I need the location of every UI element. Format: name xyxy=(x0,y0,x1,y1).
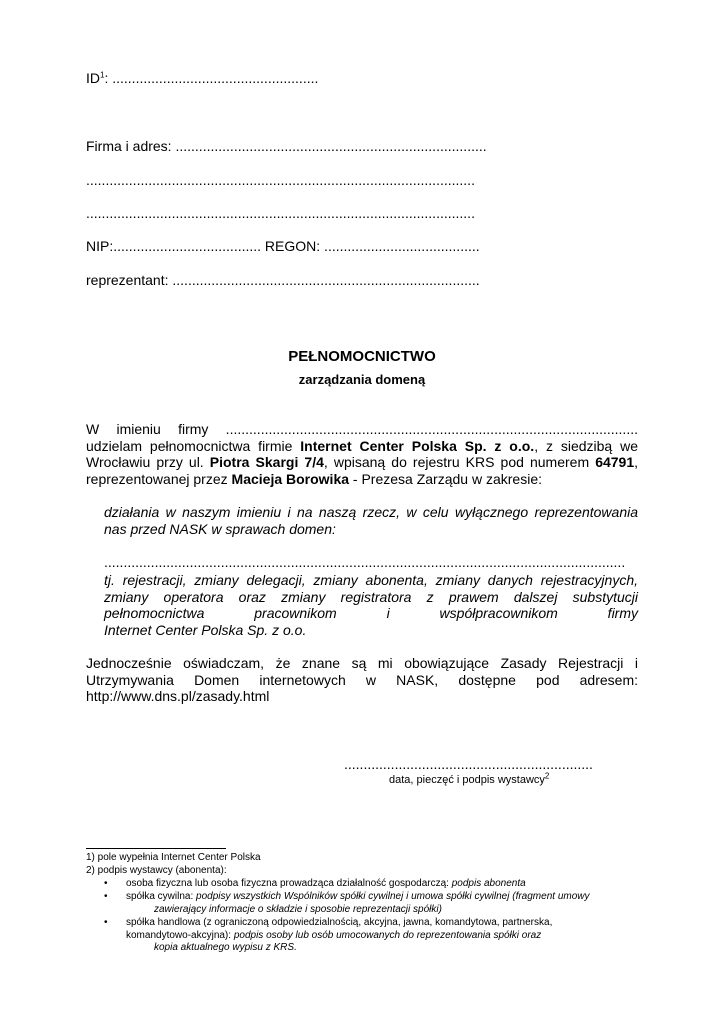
company-address-dots: ................................................................................ xyxy=(171,138,487,154)
paragraph1-line3 xyxy=(86,454,638,471)
declaration-paragraph xyxy=(86,655,638,705)
paragraph1-text: udzielam pełnomocnictwa firmie xyxy=(86,437,301,454)
footnote-item-1-emphasis: podpis abonenta xyxy=(451,878,526,889)
address-line-3: .................................................................................................... xyxy=(86,205,475,221)
representative-field xyxy=(86,272,480,288)
address-line-2: .................................................................................................... xyxy=(86,172,475,188)
authorization-paragraph xyxy=(86,421,638,487)
signature-footnote-ref: 2 xyxy=(544,771,550,781)
agent-representative: Macieja Borowika xyxy=(231,470,350,487)
scope-line1: działania w naszym imieniu i na naszą rzecz, w celu wyłącznego reprezentowania xyxy=(104,504,638,520)
nip-label: NIP: xyxy=(86,238,114,254)
footnote-bullet-2: • xyxy=(104,891,108,902)
paragraph1-line4 xyxy=(86,471,638,488)
scope-details-line1: tj. rejestracji, zmiany delegacji, zmiany abonenta, zmiany danych rejestracyjnych, xyxy=(104,572,638,588)
id-dots: : ..................................................... xyxy=(104,70,319,86)
company-address-field xyxy=(86,138,487,154)
scope-details-line4: Internet Center Polska Sp. z o.o. xyxy=(104,621,307,638)
scope-details-line2: zmiany operatora oraz zmiany registratora z prawem dalszej substytucji xyxy=(104,588,638,605)
representative-dots: ............................................................................... xyxy=(168,272,480,288)
id-footnote-ref: 1 xyxy=(100,70,105,80)
footnote-divider xyxy=(86,848,226,849)
paragraph1-intro: W imieniu firmy xyxy=(86,421,209,437)
document-subtitle: zarządzania domeną xyxy=(298,372,426,387)
footnote-1: 1) pole wypełnia Internet Center Polska xyxy=(86,852,261,863)
scope-line2: nas przed NASK w sprawach domen: xyxy=(104,520,336,537)
nip-regon-field xyxy=(86,238,480,254)
scope-details xyxy=(104,572,638,638)
footnote-item-3-text2: komandytowo-akcyjna): xyxy=(126,929,234,941)
paragraph1-text: reprezentowanej przez xyxy=(86,470,232,487)
paragraph1-line1 xyxy=(86,421,638,438)
paragraph1-line2 xyxy=(86,438,638,455)
scope-statement xyxy=(104,504,638,537)
nip-dots: ...................................... xyxy=(113,238,262,254)
scope-details-line3: pełnomocnictwa pracownikom i współpracownikom firmy xyxy=(104,605,638,621)
footnote-item-3-continuation: kopia aktualnego wypisu z KRS. xyxy=(154,942,297,953)
domain-list-dots: ...................................................................................................................................... xyxy=(104,554,626,570)
footnote-item-2 xyxy=(126,891,590,916)
signature-caption xyxy=(389,771,550,786)
footnote-item-3-emphasis: podpis osoby lub osób umocowanych do reprezentowania spółki oraz xyxy=(233,929,542,941)
footnote-item-2-text: spółka cywilna: xyxy=(126,891,197,902)
domain-list-field xyxy=(104,554,638,571)
regon-label: REGON: xyxy=(261,238,321,254)
paragraph1-text: , wpisaną do rejestru KRS pod numerem xyxy=(323,454,596,470)
paragraph1-text: , z siedzibą we xyxy=(534,437,639,454)
paragraph1-text: , xyxy=(634,454,639,470)
id-label: ID xyxy=(86,70,100,86)
footnote-item-3-text: spółka handlowa (z ograniczoną odpowiedzialnością, akcyjna, jawna, komandytowa, partnerska, xyxy=(126,917,553,928)
company-address-label: Firma i adres: xyxy=(86,138,172,154)
representative-label: reprezentant: xyxy=(86,272,169,288)
paragraph1-text: - Prezesa Zarządu w zakresie: xyxy=(349,470,542,487)
document-title: PEŁNOMOCNICTWO xyxy=(288,348,436,365)
footnote-bullet-1: • xyxy=(104,878,108,889)
id-field xyxy=(86,70,318,86)
footnote-2: 2) podpis wystawcy (abonenta): xyxy=(86,865,227,876)
footnote-item-2-continuation: zawierający informacje o składzie i sposobie reprezentacji spółki) xyxy=(154,903,442,915)
footnote-item-3-line2 xyxy=(126,930,552,943)
agent-company-name: Internet Center Polska Sp. z o.o. xyxy=(300,437,535,454)
footnote-bullet-3: • xyxy=(104,917,108,928)
declaration-line2: Utrzymywania Domen internetowych w NASK, dostępne pod adresem: xyxy=(86,671,638,688)
krs-number: 64791 xyxy=(595,454,635,470)
paragraph1-text: Wrocławiu przy ul. xyxy=(86,454,210,470)
signature-caption-text: data, pieczęć i podpis wystawcy xyxy=(389,774,545,786)
company-name-dots: .......................................................................................................... xyxy=(208,421,638,437)
rules-url: http://www.dns.pl/zasady.html xyxy=(86,688,270,704)
footnote-item-3 xyxy=(126,917,552,955)
footnote-item-1 xyxy=(126,878,526,891)
footnote-item-2-emphasis: podpisy wszystkich Wspólników spółki cywilnej i umowa spółki cywilnej (fragment umowy xyxy=(196,891,590,902)
regon-dots: ........................................ xyxy=(320,238,480,254)
agent-street: Piotra Skargi 7/4 xyxy=(209,454,324,470)
footnote-item-1-text: osoba fizyczna lub osoba fizyczna prowadząca działalność gospodarczą: xyxy=(126,878,452,889)
signature-dots: ................................................................ xyxy=(344,756,593,772)
declaration-line1: Jednocześnie oświadczam, że znane są mi obowiązujące Zasady Rejestracji i xyxy=(86,655,638,671)
